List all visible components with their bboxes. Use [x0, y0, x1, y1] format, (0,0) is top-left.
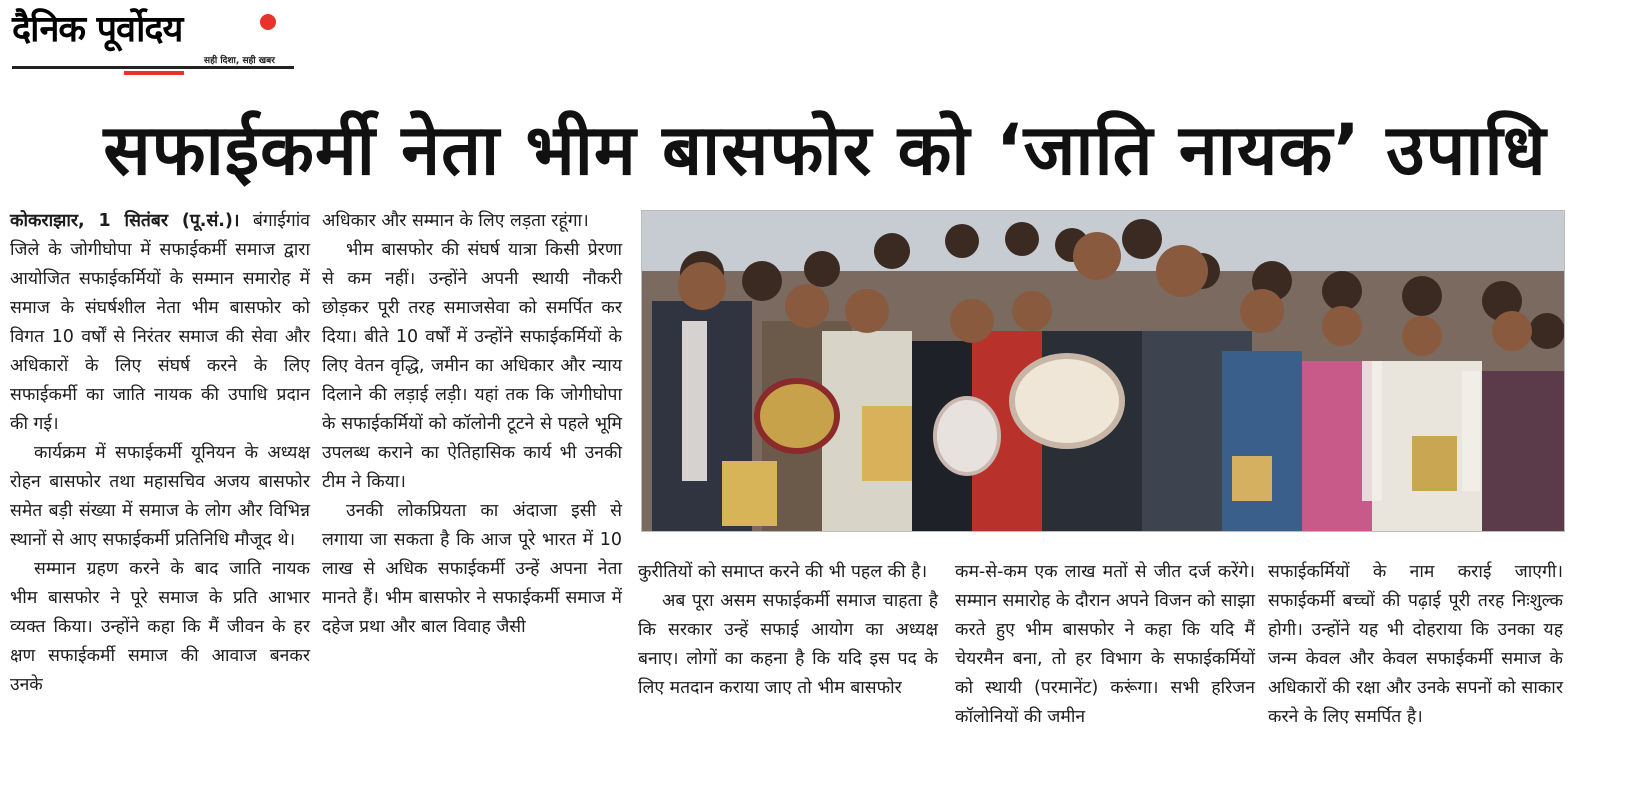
news-photo: [641, 210, 1565, 532]
dateline: कोकराझार, 1 सितंबर (पू.सं.)।: [10, 211, 240, 231]
headline: सफाईकर्मी नेता भीम बासफोर को ‘जाति नायक’ उपाधि: [103, 109, 1547, 191]
masthead-red-accent: [124, 71, 184, 75]
tagline: सही दिशा, सही खबर: [204, 56, 275, 66]
logo-red-dot: [260, 14, 276, 30]
article-column-1: [10, 207, 310, 700]
paragraph-text: बंगाईगांव जिले के जोगीघोपा में सफाईकर्मी समाज द्वारा आयोजित सफाईकर्मियों के सम्मान समारोह में समाज के संघर्षशील नेता भीम बासफोर को विगत 10 वर्षों से निरंतर समाज की सेवा और अधिकारों के लिए संघर्ष करने के लिए सफाईकर्मी का जाति नायक की उपाधि प्रदान की गई।: [10, 211, 310, 434]
paragraph: सफाईकर्मियों के नाम कराई जाएगी। सफाईकर्मी बच्चों की पढ़ाई पूरी तरह निःशुल्क होगी। उन्होंने यह भी दोहराया कि उनका यह जन्म केवल और केवल सफाईकर्मी समाज के अधिकारों की रक्षा और उनके सपनों को साकार करने के लिए समर्पित है।: [1268, 562, 1563, 727]
paragraph: कम-से-कम एक लाख मतों से जीत दर्ज करेंगे। सम्मान समारोह के दौरान अपने विजन को साझा करते हुए भीम बासफोर ने कहा कि यदि मैं चेयरमैन बना, तो हर विभाग के सफाईकर्मियों को स्थायी (परमानेंट) करूंगा। सभी हरिजन कॉलोनियों की जमीन: [955, 562, 1255, 727]
paragraph: कुरीतियों को समाप्त करने की भी पहल की है।: [638, 562, 928, 582]
paragraph: अधिकार और सम्मान के लिए लड़ता रहूंगा।: [322, 211, 589, 231]
paragraph: कार्यक्रम में सफाईकर्मी यूनियन के अध्यक्ष रोहन बासफोर तथा महासचिव अजय बासफोर समेत बड़ी संख्या में समाज के लोग और विभिन्न स्थानों से आए सफाईकर्मी प्रतिनिधि मौजूद थे।: [10, 443, 310, 550]
paragraph: [10, 207, 310, 439]
paragraph: उनकी लोकप्रियता का अंदाजा इसी से लगाया जा सकता है कि आज पूरे भारत में 10 लाख से अधिक सफाईकर्मी उन्हें अपना नेता मानते हैं। भीम बासफोर ने सफाईकर्मी समाज में दहेज प्रथा और बाल विवाह जैसी: [322, 501, 622, 637]
masthead: [12, 8, 282, 72]
article-column-5: [1268, 558, 1563, 732]
photo-illustration: [642, 211, 1564, 531]
paragraph: सम्मान ग्रहण करने के बाद जाति नायक भीम बासफोर ने पूरे समाज के प्रति आभार व्यक्त किया। उन्होंने कहा कि मैं जीवन के हर क्षण सफाईकर्मी समाज की आवाज बनकर उनके: [10, 559, 310, 695]
paragraph: भीम बासफोर की संघर्ष यात्रा किसी प्रेरणा से कम नहीं। उन्होंने अपनी स्थायी नौकरी छोड़कर पूरी तरह समाजसेवा को समर्पित कर दिया। बीते 10 वर्षों में उन्होंने सफाईकर्मियों के लिए वेतन वृद्धि, जमीन का अधिकार और न्याय दिलाने की लड़ाई लड़ी। यहां तक कि जोगीघोपा के सफाईकर्मियों को कॉलोनी टूटने से पहले भूमि उपलब्ध कराने का ऐतिहासिक कार्य भी उनकी टीम ने किया।: [322, 240, 622, 492]
article-column-4: [955, 558, 1255, 732]
paragraph: अब पूरा असम सफाईकर्मी समाज चाहता है कि सरकार उन्हें सफाई आयोग का अध्यक्ष बनाए। लोगों का कहना है कि यदि इस पद के लिए मतदान कराया जाए तो भीम बासफोर: [638, 591, 938, 698]
article-column-2: [322, 207, 622, 642]
newspaper-logo: दैनिक पूर्वोदय: [12, 9, 183, 50]
article-column-3: [638, 558, 938, 703]
masthead-rule: [12, 66, 294, 69]
